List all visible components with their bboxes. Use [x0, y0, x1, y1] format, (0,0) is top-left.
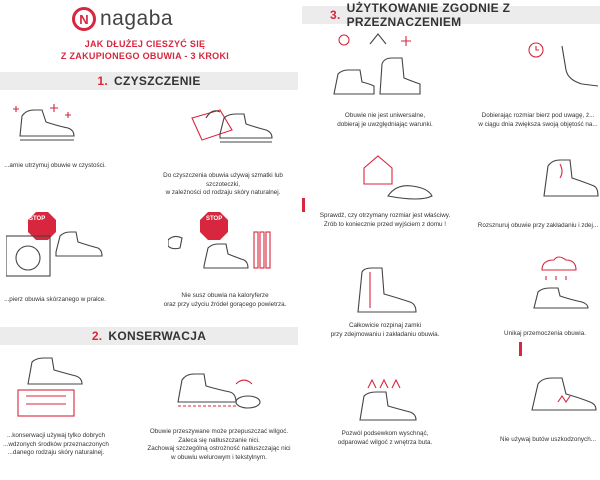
section-bar-conservation: [0, 327, 298, 345]
caption-no-damaged: [496, 436, 600, 445]
no-radiator-drying-icon: [168, 208, 278, 278]
caption-no-radiator: [150, 292, 300, 309]
nagaba-logo-icon: N: [72, 7, 96, 31]
section-title: UŻYTKOWANIE ZGODNIE Z PRZEZNACZENIEM: [346, 1, 511, 29]
caption-line: Zaleca się natłuszczanie nici.: [178, 436, 260, 444]
caption-line: Sprawdź, czy otrzymany rozmiar jest właściwy.: [319, 212, 451, 219]
caption-line: Całkowicie rozpinaj zamki: [348, 322, 422, 329]
cloth-cleaning-icon: [180, 96, 280, 152]
rain-wet-shoe-icon: [530, 252, 600, 314]
caption-line: odparować wilgoć z wnętrza buta.: [337, 438, 433, 446]
section-number: 2.: [91, 329, 103, 343]
section-number: 3.: [330, 8, 341, 22]
caption-line: dobieraj je uwzględniając warunki.: [337, 120, 433, 128]
caption-avoid-wet: [490, 330, 600, 339]
caption-line: Nie używaj butów uszkodzonych...: [500, 436, 596, 443]
caption-line: ...wdzonych środków przeznaczonych: [3, 440, 109, 448]
caption-not-universal: [318, 112, 452, 129]
stop-sign-text-2: STOP: [206, 216, 223, 222]
caption-line: ...konserwacji używaj tylko dobrych: [7, 432, 105, 439]
unlaced-shoe-icon: [540, 150, 600, 206]
brand-logo: [72, 6, 192, 32]
caption-line: oraz przy użyciu źródeł gorącego powietrza.: [163, 300, 287, 308]
caption-line: Obuwie przeszywane może przepuszczać wilgoć.: [149, 428, 289, 435]
caption-line: w ciągu dnia zwiększa swoją objętość na...: [478, 120, 598, 128]
caption-good-products: [0, 432, 112, 458]
brand-name: nagaba: [100, 7, 174, 30]
weather-boots-icon: [330, 30, 430, 100]
clean-shoe-icon: [12, 98, 82, 148]
caption-line: Rozsznuruj obuwie przy zakładaniu i zdej...: [477, 222, 599, 229]
caption-clean-regularly: [0, 162, 110, 171]
section-number: 1.: [97, 74, 108, 88]
divider-marker: [302, 198, 305, 212]
caption-line: Pozwól podsewkom wyschnąć,: [341, 430, 429, 437]
caption-line: Zachowaj szczególną ostrożność natłuszczając nici: [147, 445, 291, 452]
caption-foot-size: [476, 112, 600, 129]
caption-line: w zależności od rodzaju skóry naturalnej.: [165, 189, 281, 196]
tagline-line-1: JAK DŁUŻEJ CIESZYĆ SIĘ: [84, 39, 206, 49]
drying-boot-icon: [354, 366, 420, 424]
caption-line: Do czyszczenia obuwia używaj szmatki lub szczoteczki,: [163, 172, 283, 188]
caption-line: przy zdejmowaniu i zakładaniu obuwia.: [330, 330, 440, 338]
damaged-shoe-icon: [528, 370, 600, 420]
caption-line: Dobierając rozmiar bierz pod uwagę, ż...: [481, 112, 595, 119]
caption-no-washing: [0, 296, 110, 305]
stitched-shoe-icon: [174, 362, 264, 420]
caption-zippers: [312, 322, 458, 339]
tagline-line-2: Z ZAKUPIONEGO OBUWIA - 3 KROKI: [60, 51, 230, 61]
stop-sign-text: STOP: [29, 216, 46, 222]
caption-line: Zrób to koniecznie przed wyjściem z domu !: [323, 220, 447, 228]
caption-cloth-brush: [148, 172, 298, 198]
section-bar-usage: [302, 1, 600, 29]
section-bar-cleaning: [0, 72, 298, 90]
shoe-care-products-icon: [14, 352, 94, 420]
caption-check-size: [312, 212, 458, 229]
section-title: CZYSZCZENIE: [113, 74, 201, 88]
caption-line: ...arnie utrzymuj obuwie w czystości.: [4, 162, 106, 169]
caption-let-dry: [312, 430, 458, 447]
section-title: KONSERWACJA: [108, 329, 207, 343]
caption-line: Obuwie nie jest uniwersalne,: [344, 112, 426, 119]
divider-marker-2: [519, 342, 522, 356]
caption-line: Unikaj przemoczenia obuwia.: [504, 330, 586, 337]
zipper-boot-icon: [352, 262, 422, 318]
caption-line: w obuwiu welurowym i tekstylnym.: [171, 453, 267, 461]
caption-stitching: [140, 428, 298, 462]
no-washing-machine-icon: [6, 208, 106, 278]
caption-unlace: [476, 222, 600, 231]
caption-line: ...pierz obuwia skórzanego w pralce.: [4, 296, 106, 303]
caption-line: Nie susz obuwia na kaloryferze: [181, 292, 269, 299]
caption-line: ...danego rodzaju skóry naturalnej.: [7, 449, 105, 456]
home-fit-check-icon: [358, 150, 438, 206]
tagline: [40, 38, 250, 62]
foot-size-clock-icon: [522, 40, 600, 100]
